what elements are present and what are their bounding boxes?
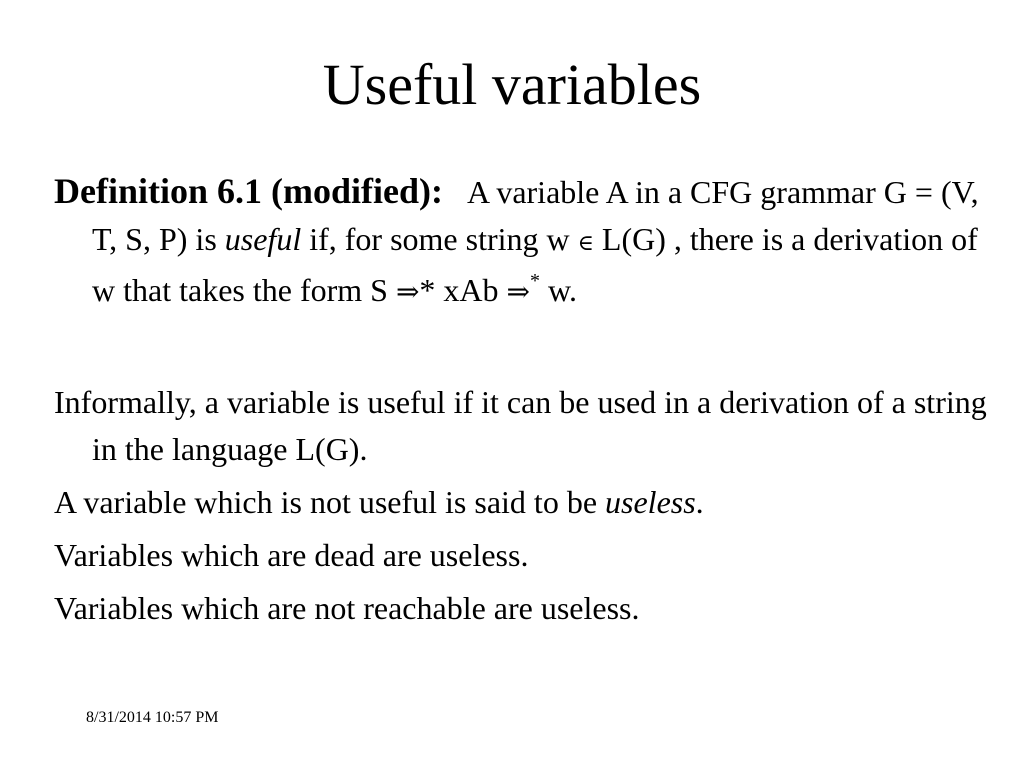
derives-arrow-1: ⇒ — [395, 275, 420, 308]
informal-paragraph: Informally, a variable is useful if it can be used in a derivation of a string in the language L(G). — [54, 384, 987, 467]
slide-title: Useful variables — [322, 52, 702, 117]
definition-text-1: A variable A in a CFG grammar G = (V, T, S, P) is — [92, 174, 979, 257]
useless-text-post: . — [695, 484, 704, 520]
spacer — [54, 315, 994, 379]
useless-paragraph — [54, 479, 994, 526]
slide-body — [54, 168, 994, 632]
definition-paragraph — [54, 168, 994, 315]
dead-paragraph: Variables which are dead are useless. — [54, 537, 529, 573]
useless-term: useless — [605, 484, 696, 520]
definition-text-3: L(G) , there is a derivation of w that takes the form S — [92, 221, 978, 308]
footer-date: 8/31/2014 10:57 PM — [86, 709, 219, 726]
definition-text-4: * xAb — [419, 272, 507, 308]
useful-term: useful — [224, 221, 302, 257]
definition-text-5: w. — [539, 272, 578, 308]
derives-arrow-2: ⇒ — [506, 275, 530, 308]
definition-text-2: if, for some string w — [301, 221, 578, 257]
definition-lead: Definition 6.1 (modified): — [54, 171, 443, 211]
element-of-symbol: ∈ — [577, 231, 594, 256]
not-reachable-paragraph: Variables which are not reachable are useless. — [54, 590, 640, 626]
kleene-star-superscript: * — [529, 270, 540, 292]
useless-text-pre: A variable which is not useful is said to be — [54, 484, 606, 520]
